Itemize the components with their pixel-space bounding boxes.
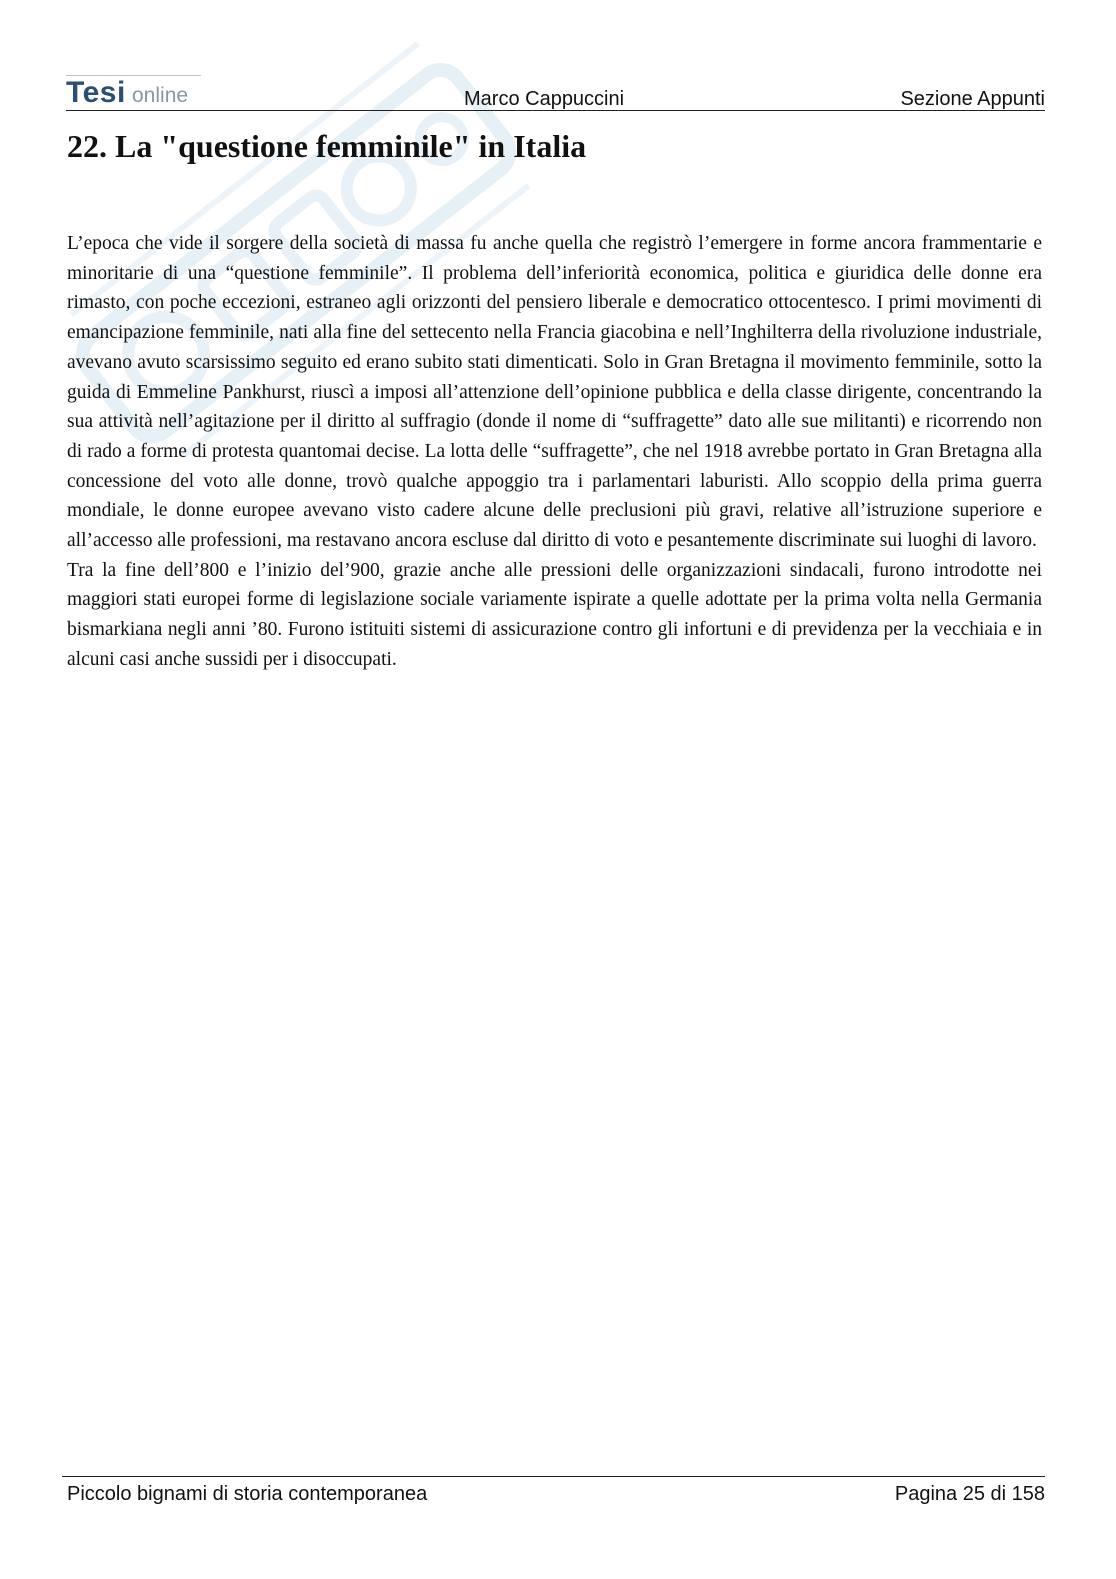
footer-divider bbox=[62, 1476, 1045, 1477]
header-author: Marco Cappuccini bbox=[464, 88, 625, 110]
paragraph: Tra la fine dell’800 e l’inizio del’900, grazie anche alle pressioni delle organizzazioni sindacali, furono introdotte nei maggiori stati europei forme di legislazione sociale variamente ispirate a quelle adottate per la prima volta nella Germania bismarkiana negli anni ’80. Furono istituiti sistemi di assicurazione contro gli infortuni e di previdenza per la vecchiaia e in alcuni casi anche sussidi per i disoccupati. bbox=[67, 559, 1042, 670]
logo-sub-text: online bbox=[132, 84, 189, 107]
footer-page-number: Pagina 25 di 158 bbox=[894, 1483, 1045, 1505]
footer-book-title: Piccolo bignami di storia contemporanea bbox=[67, 1483, 428, 1505]
logo-main-text: Tesi bbox=[66, 76, 126, 109]
header-divider bbox=[66, 110, 1045, 111]
chapter-title: 22. La "questione femminile" in Italia bbox=[67, 128, 587, 164]
paragraph: L’epoca che vide il sorgere della società di massa fu anche quella che registrò l’emergere in forme ancora frammentarie e minoritarie di una “questione femminile”. Il problema dell’inferiorità economica, politica e giuridica delle donne era rimasto, con poche eccezioni, estraneo agli orizzonti del pensiero liberale e democratico ottocentesco. I primi movimenti di emancipazione femminile, nati alla fine del settecento nella Francia giacobina e nell’Inghilterra della rivoluzione industriale, avevano avuto scarsissimo seguito ed erano subito stati dimenticati. Solo in Gran Bretagna il movimento femminile, sotto la guida di Emmeline Pankhurst, riuscì a imposi all’attenzione dell’opinione pubblica e della classe dirigente, concentrando la sua attività nell’agitazione per il diritto al suffragio (donde il nome di “suffragette” dato alle sue militanti) e ricorrendo non di rado a forme di protesta quantomai decise. La lotta delle “suffragette”, che nel 1918 avrebbe portato in Gran Bretagna alla concessione del voto alle donne, trovò qualche appoggio tra i parlamentari laburisti. Allo scoppio della prima guerra mondiale, le donne europee avevano visto cadere alcune delle preclusioni più gravi, relative all’istruzione superiore e all’accesso alle professioni, ma restavano ancora escluse dal diritto di voto e pesantemente discriminate sui luoghi di lavoro. bbox=[67, 233, 1042, 552]
header-section: Sezione Appunti bbox=[900, 88, 1045, 110]
page-header bbox=[66, 72, 1045, 112]
body-text bbox=[67, 229, 1042, 675]
